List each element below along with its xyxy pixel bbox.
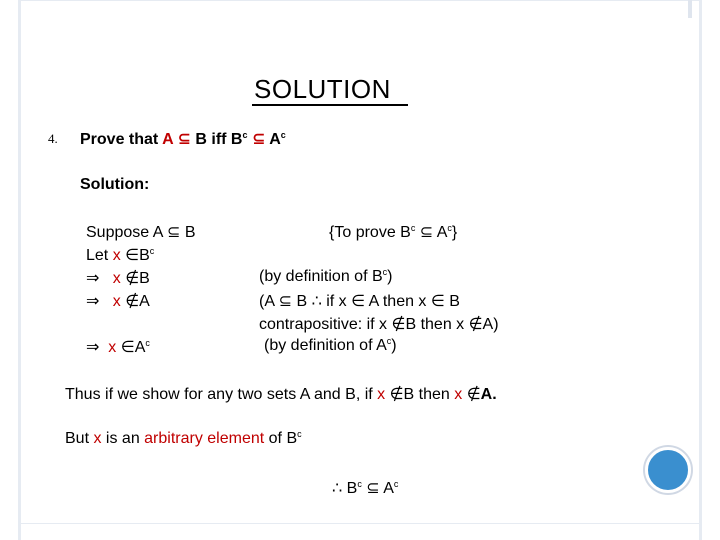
step-suppose bbox=[86, 222, 196, 242]
element-of-symbol: ∈ bbox=[120, 337, 135, 356]
note-text: B then x bbox=[405, 316, 465, 333]
note-text: A) bbox=[482, 316, 499, 333]
step-text: Let bbox=[86, 247, 113, 264]
therefore-symbol: ∴ bbox=[311, 291, 322, 310]
element-of-symbol: ∈ bbox=[351, 291, 366, 310]
note-text: A then x bbox=[368, 293, 427, 310]
slide-title: SOLUTION bbox=[254, 74, 391, 104]
complement-mark: c bbox=[242, 130, 248, 140]
complement-mark: c bbox=[410, 223, 416, 233]
not-element-symbol: ∉ bbox=[125, 291, 140, 310]
step-text: A bbox=[134, 339, 146, 356]
complement-mark-2: c bbox=[280, 130, 286, 140]
subset-symbol: ⊆ bbox=[166, 222, 181, 241]
problem-prefix: Prove that bbox=[80, 131, 163, 148]
solution-label: Solution: bbox=[80, 176, 150, 193]
note-text: ) bbox=[387, 268, 393, 285]
note-definition-bc bbox=[259, 268, 392, 286]
implies-arrow: ⇒ bbox=[86, 291, 100, 310]
corner-decoration bbox=[688, 0, 692, 18]
decorative-circle bbox=[645, 447, 691, 493]
note-text: B bbox=[296, 293, 308, 310]
right-frame-line bbox=[699, 0, 702, 540]
element-of-symbol: ∈ bbox=[430, 291, 445, 310]
variable-x: x bbox=[377, 386, 386, 403]
variable-x: x bbox=[112, 270, 121, 287]
top-frame-line bbox=[21, 0, 699, 1]
but-statement bbox=[65, 430, 302, 448]
subset-symbol: ⊆ bbox=[419, 222, 434, 241]
variable-x: x bbox=[454, 386, 463, 403]
note-text: contrapositive: if x bbox=[259, 316, 388, 333]
but-text: of B bbox=[264, 430, 298, 447]
item-number: 4. bbox=[48, 131, 58, 146]
conclusion-text: A bbox=[383, 480, 394, 497]
step-text: B bbox=[139, 270, 150, 287]
complement-mark: c bbox=[393, 479, 399, 489]
step-implies-not-a bbox=[86, 291, 150, 311]
left-frame-line bbox=[18, 0, 21, 540]
conclusion-text: B bbox=[342, 480, 358, 497]
bottom-frame-line bbox=[21, 523, 699, 524]
complement-mark: c bbox=[447, 223, 452, 233]
thus-text: A. bbox=[480, 386, 497, 403]
problem-set-a: A bbox=[162, 131, 174, 148]
step-text: B bbox=[139, 247, 150, 264]
step-let bbox=[86, 245, 154, 265]
note-text: (A bbox=[259, 293, 275, 310]
subset-symbol: ⊆ bbox=[278, 291, 292, 310]
note-text: B bbox=[449, 293, 460, 310]
subset-symbol-2: ⊆ bbox=[251, 129, 266, 148]
not-element-symbol: ∉ bbox=[466, 384, 481, 403]
note-text: {To prove B bbox=[329, 224, 411, 241]
complement-mark: c bbox=[145, 338, 150, 348]
complement-mark: c bbox=[386, 336, 392, 346]
note-contrapositive bbox=[259, 314, 499, 334]
implies-arrow: ⇒ bbox=[86, 337, 100, 356]
step-text: B bbox=[184, 224, 196, 241]
step-text: A bbox=[139, 293, 150, 310]
note-text: (by definition of B bbox=[259, 268, 383, 285]
thus-text: B then bbox=[403, 386, 455, 403]
variable-x: x bbox=[93, 430, 102, 447]
not-element-symbol: ∉ bbox=[125, 268, 140, 287]
note-text: ) bbox=[391, 337, 397, 354]
step-implies-in-ac bbox=[86, 337, 150, 357]
problem-iff: iff B bbox=[206, 131, 243, 148]
not-element-symbol: ∉ bbox=[468, 314, 483, 333]
complement-mark: c bbox=[297, 429, 302, 439]
thus-statement bbox=[65, 384, 497, 404]
complement-mark: c bbox=[357, 479, 362, 489]
note-text: A bbox=[436, 224, 448, 241]
subset-symbol: ⊆ bbox=[366, 478, 380, 497]
but-text: But bbox=[65, 430, 94, 447]
note-a-subset-b bbox=[259, 291, 460, 311]
problem-set-b: B bbox=[195, 131, 207, 148]
subset-symbol: ⊆ bbox=[177, 129, 191, 148]
implies-arrow: ⇒ bbox=[86, 268, 100, 287]
note-text: } bbox=[451, 224, 458, 241]
conclusion bbox=[332, 478, 398, 498]
complement-mark: c bbox=[382, 267, 388, 277]
problem-set-a-2: A bbox=[269, 131, 281, 148]
therefore-symbol: ∴ bbox=[332, 478, 343, 497]
note-text: if x bbox=[326, 293, 347, 310]
arbitrary-element-phrase: arbitrary element bbox=[144, 430, 265, 447]
not-element-symbol: ∉ bbox=[389, 384, 404, 403]
complement-mark: c bbox=[149, 246, 155, 256]
note-definition-ac bbox=[264, 337, 397, 355]
step-text: Suppose A bbox=[86, 224, 163, 241]
title-underline bbox=[252, 104, 408, 106]
problem-statement bbox=[80, 129, 286, 149]
note-to-prove bbox=[329, 222, 457, 242]
note-text: (by definition of A bbox=[264, 337, 387, 354]
thus-text: Thus if we show for any two sets A and B, if bbox=[65, 386, 378, 403]
step-implies-not-b bbox=[86, 268, 150, 288]
variable-x: x bbox=[112, 293, 121, 310]
variable-x: x bbox=[108, 339, 117, 356]
variable-x: x bbox=[112, 247, 121, 264]
element-of-symbol: ∈ bbox=[125, 245, 140, 264]
but-text: is an bbox=[101, 430, 145, 447]
not-element-symbol: ∉ bbox=[391, 314, 406, 333]
